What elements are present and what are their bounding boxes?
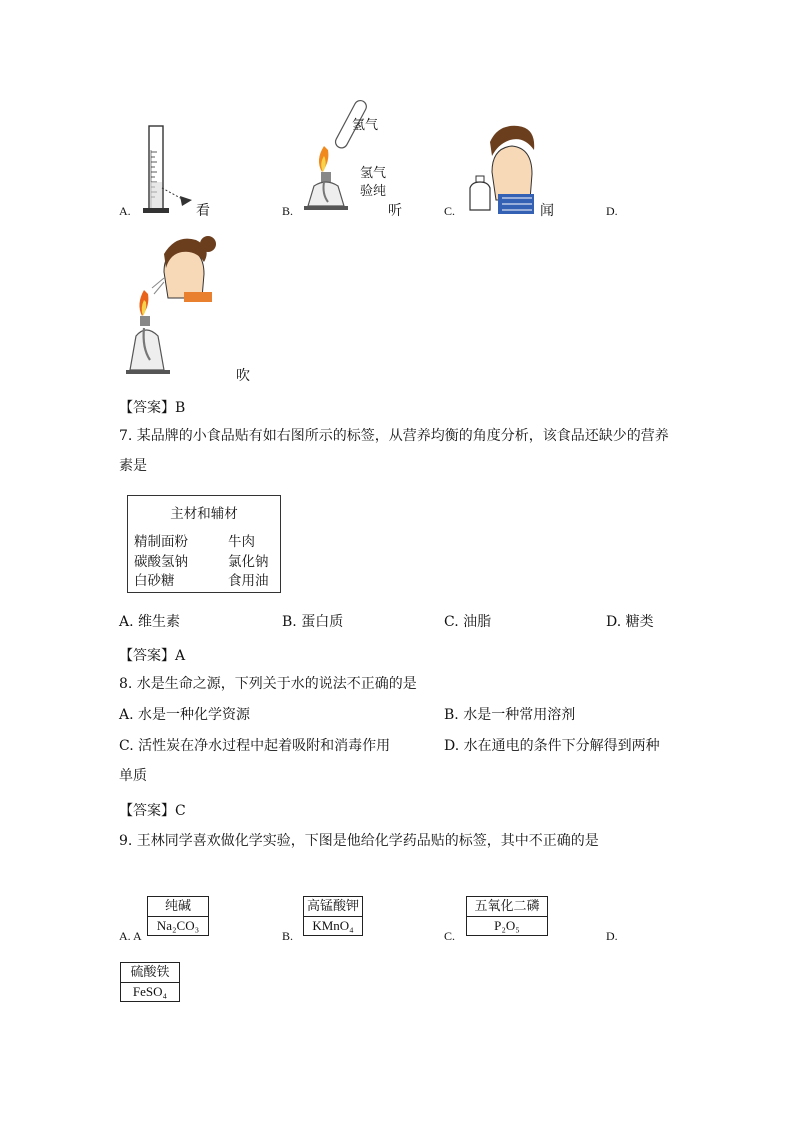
reagent-formula-c: P₂O₅	[494, 918, 520, 933]
q6-option-a-letter: A.	[119, 204, 131, 218]
q8-option-c: C. 活性炭在净水过程中起着吸附和消毒作用	[119, 738, 391, 754]
q8-option-d: D. 水在通电的条件下分解得到两种	[444, 738, 660, 754]
b-label-hydrogen-2: 氢气	[360, 166, 387, 181]
q7-stem-line2: 素是	[119, 458, 147, 474]
q9-option-a-letter: A. A	[119, 929, 142, 943]
ingredient-right-3: 食用油	[228, 573, 269, 589]
q9-stem: 9. 王林同学喜欢做化学实验，下图是他给化学药品贴的标签，其中不正确的是	[119, 833, 599, 849]
q7-stem-line1: 7. 某品牌的小食品贴有如右图所示的标签，从营养均衡的角度分析，该食品还缺少的营养	[119, 428, 669, 444]
q7-option-a: A. 维生素	[119, 614, 181, 630]
q6-option-c-caption: 闻	[540, 203, 554, 219]
q6-option-b-caption: 听	[388, 203, 402, 219]
ingredient-right-1: 牛肉	[228, 534, 255, 550]
q7-answer: 【答案】A	[119, 648, 186, 664]
q7-option-d: D. 糖类	[606, 614, 654, 630]
ingredient-left-2: 碳酸氢钠	[134, 554, 188, 570]
smelling-bottle-figure	[462, 122, 542, 214]
reagent-formula-a: Na₂CO₃	[156, 918, 200, 933]
blowing-lamp-figure	[124, 232, 224, 378]
ingredient-right-2: 氯化钠	[228, 554, 269, 570]
q6-option-b-letter: B.	[282, 204, 294, 218]
reagent-label-c	[466, 896, 548, 936]
b-label-purity: 验纯	[360, 184, 387, 199]
q8-option-a: A. 水是一种化学资源	[119, 707, 251, 723]
ingredient-left-1: 精制面粉	[134, 534, 188, 550]
reagent-name-b: 高锰酸钾	[304, 897, 362, 917]
reagent-formula-d: FeSO₄	[132, 984, 168, 999]
q8-option-d-continued: 单质	[119, 768, 147, 784]
hydrogen-purity-test-figure	[300, 96, 400, 218]
q8-answer: 【答案】C	[119, 803, 186, 819]
q9-option-d-letter: D.	[606, 929, 618, 943]
q8-stem: 8. 水是生命之源，下列关于水的说法不正确的是	[119, 676, 417, 692]
reagent-name-d: 硫酸铁	[121, 963, 179, 983]
q6-answer: 【答案】B	[119, 400, 186, 416]
q7-option-c: C. 油脂	[444, 614, 492, 630]
ingredients-label-table	[127, 495, 281, 593]
reagent-label-d	[120, 962, 180, 1002]
ingredients-header: 主材和辅材	[170, 506, 238, 522]
q9-option-c-letter: C.	[444, 929, 456, 943]
reagent-label-b	[303, 896, 363, 936]
ingredient-left-3: 白砂糖	[134, 573, 175, 589]
b-label-hydrogen-1: 氢气	[352, 118, 379, 133]
reagent-name-c: 五氧化二磷	[467, 897, 547, 917]
q6-option-d-caption: 吹	[236, 368, 250, 384]
q6-option-a-caption: 看	[196, 203, 210, 219]
reagent-label-a	[147, 896, 209, 936]
eye-icon	[180, 196, 192, 206]
reagent-name-a: 纯碱	[148, 897, 208, 917]
q9-option-b-letter: B.	[282, 929, 294, 943]
reagent-formula-b: KMnO₄	[312, 918, 354, 933]
graduated-cylinder-figure	[138, 122, 200, 218]
q8-option-b: B. 水是一种常用溶剂	[444, 707, 576, 723]
q6-option-d-letter: D.	[606, 204, 618, 218]
q6-option-c-letter: C.	[444, 204, 456, 218]
q7-option-b: B. 蛋白质	[282, 614, 344, 630]
